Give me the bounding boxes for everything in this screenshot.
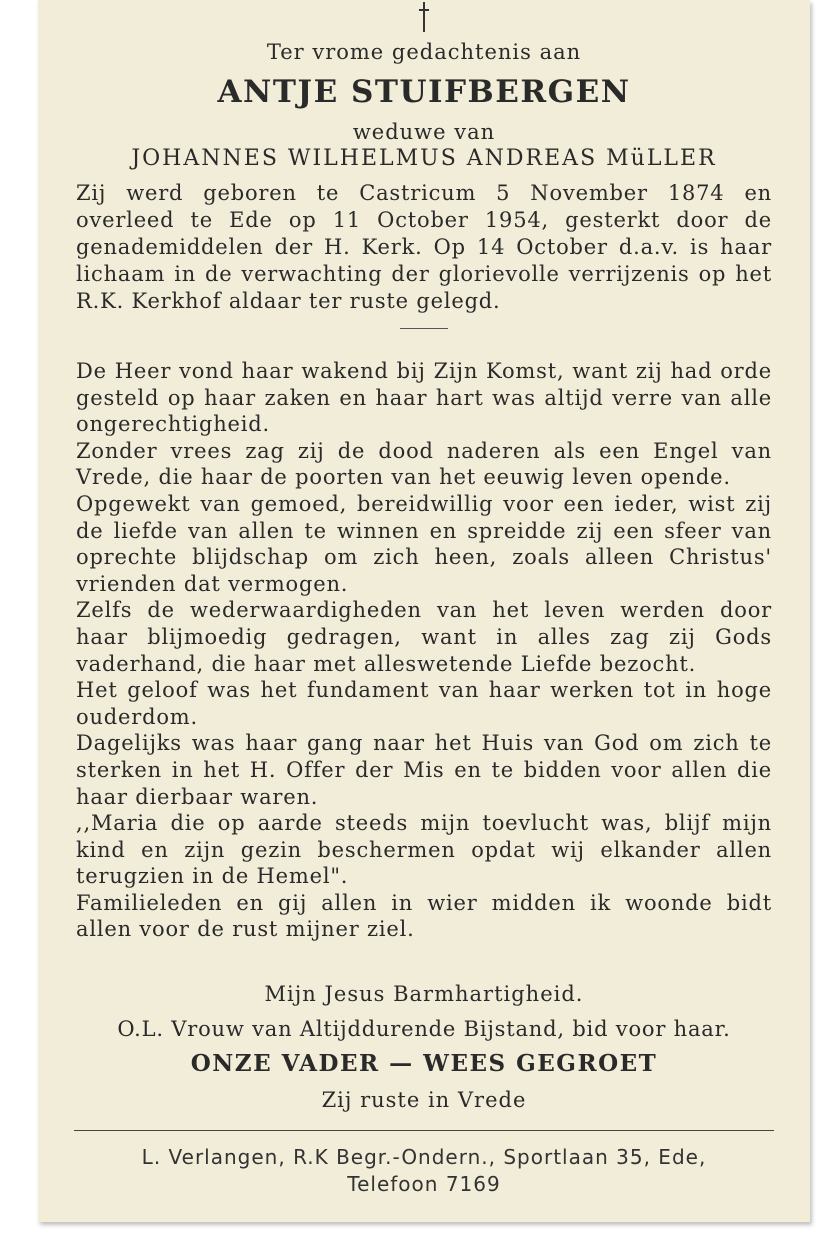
undertaker-address: L. Verlangen, R.K Begr.-Ondern., Sportlaan 35, Ede, [141,1145,707,1169]
closing-line: Zij ruste in Vrede [321,1088,527,1112]
eulogy-paragraph: Familieleden en gij allen in wier midden ik woonde bidt allen voor de rust mijner ziel. [76,890,772,942]
eulogy-paragraph: Het geloof was het fundament van haar werken tot in hoge ouderdom. [76,678,772,729]
eulogy-paragraph: De Heer vond haar wakend bij Zijn Komst, want zij had orde gesteld op haar zaken en haar hart was altijd verre van alle ongerechtigheid. [76,359,772,437]
memorial-card [38,0,810,1222]
prayer-titles: ONZE VADER — WEES GEGROET [190,1050,658,1077]
eulogy-paragraph: Dagelijks was haar gang naar het Huis van God om zich te sterken in het H. Offer der Mis en te bidden voor allen die haar dierbaar waren. [76,731,772,809]
eulogy-paragraph: Zelfs de wederwaardigheden van het leven werden door haar blijmoedig gedragen, want in alles zag zij Gods vaderhand, die haar met alleswetende Liefde bezocht. [76,598,772,676]
undertaker-phone: Telefoon 7169 [347,1172,501,1196]
intro-line: Ter vrome gedachtenis aan [266,40,582,64]
husband-name: JOHANNES WILHELMUS ANDREAS MüLLER [131,146,717,171]
eulogy-paragraph: Opgewekt van gemoed, bereidwillig voor een ieder, wist zij de liefde van allen te winnen en spreidde zij een sfeer van oprechte blijdschap om zich heen, zoals alleen Christus' vrienden dat vermogen. [76,491,772,596]
deceased-name: ANTJE STUIFBERGEN [217,74,631,110]
invocation-jesus: Mijn Jesus Barmhartigheid. [264,982,584,1006]
short-divider [400,328,448,329]
biography-paragraph: Zij werd geboren te Castricum 5 November 1874 en overleed te Ede op 11 October 1954, gesterkt door de genademiddelen der H. Kerk. Op 14 October d.a.v. is haar lichaam in de verwachting der glorievolle verrijzenis op het R.K. Kerkhof aldaar ter ruste gelegd. [76,181,772,313]
footer-divider [74,1130,774,1131]
eulogy-paragraph: Zonder vrees zag zij de dood naderen als een Engel van Vrede, die haar de poorten van het eeuwig leven opende. [76,438,772,490]
widow-of-line: weduwe van [352,120,496,144]
cross-icon [417,2,431,32]
eulogy-text [76,358,772,943]
invocation-mary: O.L. Vrouw van Altijddurende Bijstand, bid voor haar. [117,1017,731,1041]
eulogy-paragraph: ,,Maria die op aarde steeds mijn toevlucht was, blijf mijn kind en zijn gezin beschermen opdat wij elkander allen terugzien in de Hemel". [76,811,772,889]
undertaker-footer [74,1144,774,1198]
